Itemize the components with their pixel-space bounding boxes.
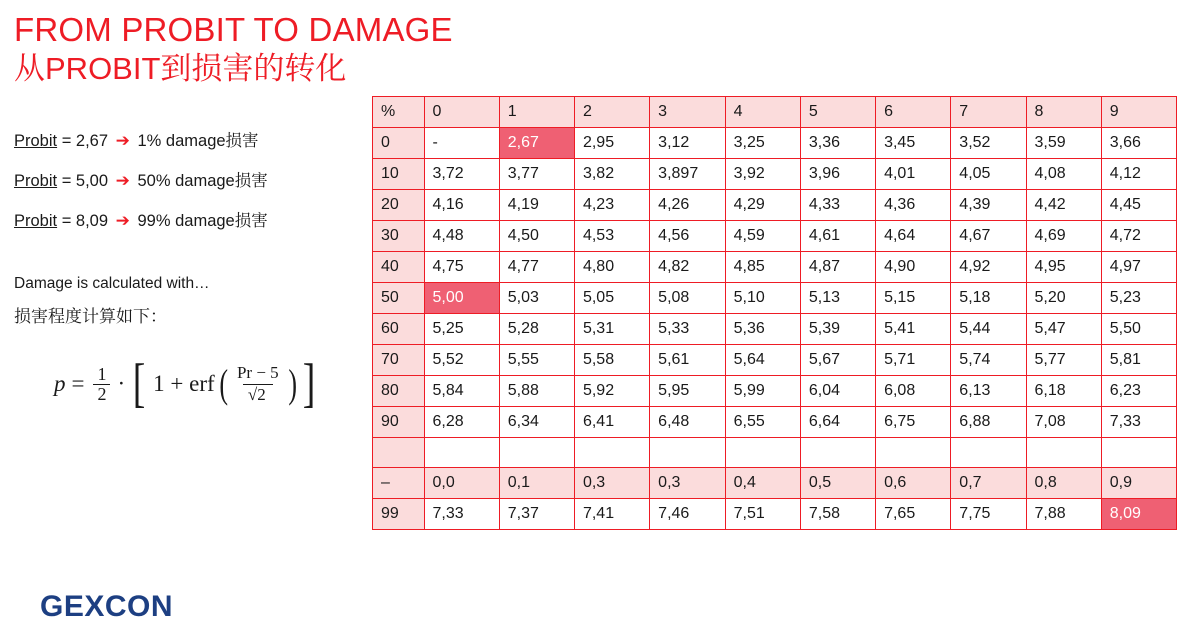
- table-cell: 7,51: [725, 499, 800, 530]
- table-cell: 0,9: [1101, 468, 1176, 499]
- row-header: 10: [373, 159, 425, 190]
- left-paren-icon: (: [218, 361, 228, 406]
- table-cell: 5,99: [725, 376, 800, 407]
- list-item: [14, 170, 354, 192]
- table-row: [373, 190, 1177, 221]
- column-header: 7: [951, 97, 1026, 128]
- probit-label: Probit: [14, 212, 58, 230]
- row-header: 40: [373, 252, 425, 283]
- table-cell: 5,25: [424, 314, 499, 345]
- table-cell: 5,84: [424, 376, 499, 407]
- right-paren-icon: ): [288, 361, 297, 406]
- table-cell: 0,3: [574, 468, 649, 499]
- table-cell: 4,39: [951, 190, 1026, 221]
- table-cell: 4,50: [499, 221, 574, 252]
- table-cell: 4,19: [499, 190, 574, 221]
- probit-result: 1% damage损害: [137, 132, 259, 150]
- table-row: [373, 407, 1177, 438]
- table-cell: 5,18: [951, 283, 1026, 314]
- table-cell: [424, 438, 499, 468]
- column-header: 5: [800, 97, 875, 128]
- gexcon-logo: GEXCON: [40, 590, 174, 623]
- table-cell: 3,77: [499, 159, 574, 190]
- table-cell: 5,15: [876, 283, 951, 314]
- table-corner-header: %: [373, 97, 425, 128]
- table-cell: 5,36: [725, 314, 800, 345]
- formula-erf-term: 1 + erf: [153, 371, 215, 396]
- formula-equals: =: [71, 371, 85, 396]
- table-row: [373, 252, 1177, 283]
- table-cell: 5,61: [650, 345, 725, 376]
- table-cell: 4,80: [574, 252, 649, 283]
- formula-dot: ·: [117, 371, 126, 396]
- table-cell: 3,72: [424, 159, 499, 190]
- table-cell: 0,1: [499, 468, 574, 499]
- table-cell: 0,0: [424, 468, 499, 499]
- table-row: [373, 221, 1177, 252]
- table-cell: 7,88: [1026, 499, 1101, 530]
- formula-lhs: p: [54, 371, 66, 396]
- table-cell: 5,39: [800, 314, 875, 345]
- formula-half-denominator: 2: [93, 384, 110, 404]
- table-row: [373, 438, 1177, 468]
- table-cell: 3,66: [1101, 128, 1176, 159]
- table-cell: 6,08: [876, 376, 951, 407]
- list-item: [14, 130, 354, 152]
- table-cell: 4,61: [800, 221, 875, 252]
- formula-inner-fraction: [232, 364, 284, 404]
- column-header: 4: [725, 97, 800, 128]
- table-cell: 4,56: [650, 221, 725, 252]
- table-row: [373, 314, 1177, 345]
- table-cell: 4,77: [499, 252, 574, 283]
- table-cell: [499, 438, 574, 468]
- table-cell: 4,05: [951, 159, 1026, 190]
- table-cell: 5,44: [951, 314, 1026, 345]
- table-cell: 4,33: [800, 190, 875, 221]
- title-chinese: 从PROBIT到损害的转化: [14, 51, 347, 86]
- table-cell: 4,82: [650, 252, 725, 283]
- column-header: 9: [1101, 97, 1176, 128]
- table-cell: 3,82: [574, 159, 649, 190]
- formula-inner-numerator: Pr − 5: [236, 362, 279, 382]
- table-cell: 3,45: [876, 128, 951, 159]
- table-cell: [725, 438, 800, 468]
- table-cell: 6,75: [876, 407, 951, 438]
- table-cell: 4,29: [725, 190, 800, 221]
- table-cell: 3,59: [1026, 128, 1101, 159]
- table-cell: 2,95: [574, 128, 649, 159]
- table-header-row: [373, 97, 1177, 128]
- table-cell: 5,67: [800, 345, 875, 376]
- table-cell: 3,25: [725, 128, 800, 159]
- table-cell: [1101, 438, 1176, 468]
- table-cell: 7,37: [499, 499, 574, 530]
- table-row: [373, 376, 1177, 407]
- table-cell: 7,41: [574, 499, 649, 530]
- formula-radicand: 2: [257, 384, 266, 404]
- table-cell: [574, 438, 649, 468]
- table-cell: 5,10: [725, 283, 800, 314]
- table-cell: 4,90: [876, 252, 951, 283]
- table-cell: [650, 438, 725, 468]
- row-header: 50: [373, 283, 425, 314]
- probit-table: [372, 96, 1177, 530]
- table-cell: 0,4: [725, 468, 800, 499]
- table-row: [373, 345, 1177, 376]
- probit-label: Probit: [14, 172, 58, 190]
- table-cell: 6,23: [1101, 376, 1176, 407]
- table-cell: 6,13: [951, 376, 1026, 407]
- column-header: 8: [1026, 97, 1101, 128]
- table-cell: 5,13: [800, 283, 875, 314]
- table-cell: 3,52: [951, 128, 1026, 159]
- table-cell: 4,85: [725, 252, 800, 283]
- sqrt-icon: √2: [247, 384, 266, 404]
- page-title: [14, 10, 574, 88]
- list-item: [14, 210, 354, 232]
- table-cell: 4,64: [876, 221, 951, 252]
- table-cell: [951, 438, 1026, 468]
- table-cell: 5,20: [1026, 283, 1101, 314]
- note-english: Damage is calculated with…: [14, 275, 210, 292]
- column-header: 3: [650, 97, 725, 128]
- row-header: 70: [373, 345, 425, 376]
- probit-value: = 5,00: [61, 172, 109, 190]
- table-row: [373, 499, 1177, 530]
- table-cell: 3,92: [725, 159, 800, 190]
- table-cell: 6,04: [800, 376, 875, 407]
- arrow-icon: ➔: [115, 131, 130, 150]
- table-cell: 5,58: [574, 345, 649, 376]
- table-cell: 5,92: [574, 376, 649, 407]
- table-cell: 3,897: [650, 159, 725, 190]
- table-cell: 7,58: [800, 499, 875, 530]
- table-cell: 4,59: [725, 221, 800, 252]
- row-header: 20: [373, 190, 425, 221]
- row-header: 60: [373, 314, 425, 345]
- table-cell: [876, 438, 951, 468]
- table-cell: 4,48: [424, 221, 499, 252]
- probit-label: Probit: [14, 132, 58, 150]
- table-cell: 7,33: [1101, 407, 1176, 438]
- table-cell: 0,6: [876, 468, 951, 499]
- table-cell: 5,55: [499, 345, 574, 376]
- formula-half-numerator: 1: [97, 363, 107, 384]
- table-cell: 4,53: [574, 221, 649, 252]
- table-cell: 4,45: [1101, 190, 1176, 221]
- table-cell: 7,75: [951, 499, 1026, 530]
- table-cell: 6,88: [951, 407, 1026, 438]
- row-header: 80: [373, 376, 425, 407]
- table-cell: 5,88: [499, 376, 574, 407]
- table-cell-highlighted: 5,00: [424, 283, 499, 314]
- probit-value: = 8,09: [61, 212, 109, 230]
- table-cell: -: [424, 128, 499, 159]
- table-cell: 4,16: [424, 190, 499, 221]
- formula-one-half: [93, 365, 110, 404]
- row-header: 99: [373, 499, 425, 530]
- table-cell: 5,08: [650, 283, 725, 314]
- column-header: 0: [424, 97, 499, 128]
- table-cell: 4,72: [1101, 221, 1176, 252]
- table-cell: 4,92: [951, 252, 1026, 283]
- table-cell: 4,23: [574, 190, 649, 221]
- table-cell: 0,7: [951, 468, 1026, 499]
- table-cell: 7,33: [424, 499, 499, 530]
- table-cell: 5,03: [499, 283, 574, 314]
- table-cell: 5,64: [725, 345, 800, 376]
- table-cell: 5,47: [1026, 314, 1101, 345]
- table-row: [373, 128, 1177, 159]
- table-cell: 5,71: [876, 345, 951, 376]
- column-header: 6: [876, 97, 951, 128]
- table-cell: 5,41: [876, 314, 951, 345]
- table-cell: 5,31: [574, 314, 649, 345]
- row-header: 90: [373, 407, 425, 438]
- row-header: –: [373, 468, 425, 499]
- table-cell: 5,23: [1101, 283, 1176, 314]
- probit-table-container: [372, 96, 1177, 530]
- table-cell: 4,26: [650, 190, 725, 221]
- table-cell: 3,12: [650, 128, 725, 159]
- table-cell: 6,18: [1026, 376, 1101, 407]
- table-cell: 5,33: [650, 314, 725, 345]
- table-cell: 6,55: [725, 407, 800, 438]
- note-chinese: 损害程度计算如下：: [14, 307, 167, 326]
- column-header: 2: [574, 97, 649, 128]
- table-cell: 4,69: [1026, 221, 1101, 252]
- title-english: FROM PROBIT TO DAMAGE: [14, 11, 453, 48]
- column-header: 1: [499, 97, 574, 128]
- table-cell: 3,36: [800, 128, 875, 159]
- table-cell: 4,08: [1026, 159, 1101, 190]
- table-cell-highlighted: 2,67: [499, 128, 574, 159]
- table-cell: 0,5: [800, 468, 875, 499]
- table-cell: 6,41: [574, 407, 649, 438]
- table-cell: 7,08: [1026, 407, 1101, 438]
- left-bracket-icon: [: [132, 353, 146, 414]
- table-cell: 4,87: [800, 252, 875, 283]
- table-cell: [1026, 438, 1101, 468]
- table-cell: 5,52: [424, 345, 499, 376]
- probit-result: 99% damage损害: [137, 212, 268, 230]
- table-cell: 4,42: [1026, 190, 1101, 221]
- row-header: 0: [373, 128, 425, 159]
- table-cell: 4,95: [1026, 252, 1101, 283]
- table-cell: 5,50: [1101, 314, 1176, 345]
- table-cell: 6,64: [800, 407, 875, 438]
- table-cell: 4,97: [1101, 252, 1176, 283]
- table-cell: 4,67: [951, 221, 1026, 252]
- table-cell: 4,75: [424, 252, 499, 283]
- row-header: 30: [373, 221, 425, 252]
- table-cell: 7,65: [876, 499, 951, 530]
- table-body: [373, 128, 1177, 530]
- table-cell: 6,28: [424, 407, 499, 438]
- table-cell-highlighted: 8,09: [1101, 499, 1176, 530]
- right-bracket-icon: ]: [302, 353, 316, 414]
- table-cell: 4,12: [1101, 159, 1176, 190]
- arrow-icon: ➔: [115, 211, 130, 230]
- table-cell: 5,95: [650, 376, 725, 407]
- table-cell: 5,28: [499, 314, 574, 345]
- table-row: [373, 468, 1177, 499]
- table-cell: 7,46: [650, 499, 725, 530]
- table-cell: 4,36: [876, 190, 951, 221]
- probit-result: 50% damage损害: [137, 172, 268, 190]
- table-cell: 5,81: [1101, 345, 1176, 376]
- table-row: [373, 283, 1177, 314]
- arrow-icon: ➔: [115, 171, 130, 190]
- left-content: [14, 130, 354, 414]
- table-cell: 0,8: [1026, 468, 1101, 499]
- table-cell: 5,05: [574, 283, 649, 314]
- table-cell: [800, 438, 875, 468]
- table-cell: 0,3: [650, 468, 725, 499]
- table-cell: 5,77: [1026, 345, 1101, 376]
- table-cell: 6,34: [499, 407, 574, 438]
- formula-inner-denominator: [243, 384, 273, 405]
- probit-value: = 2,67: [61, 132, 109, 150]
- row-header: [373, 438, 425, 468]
- damage-formula: [54, 354, 354, 414]
- table-cell: 4,01: [876, 159, 951, 190]
- table-row: [373, 159, 1177, 190]
- table-cell: 5,74: [951, 345, 1026, 376]
- table-cell: 3,96: [800, 159, 875, 190]
- table-cell: 6,48: [650, 407, 725, 438]
